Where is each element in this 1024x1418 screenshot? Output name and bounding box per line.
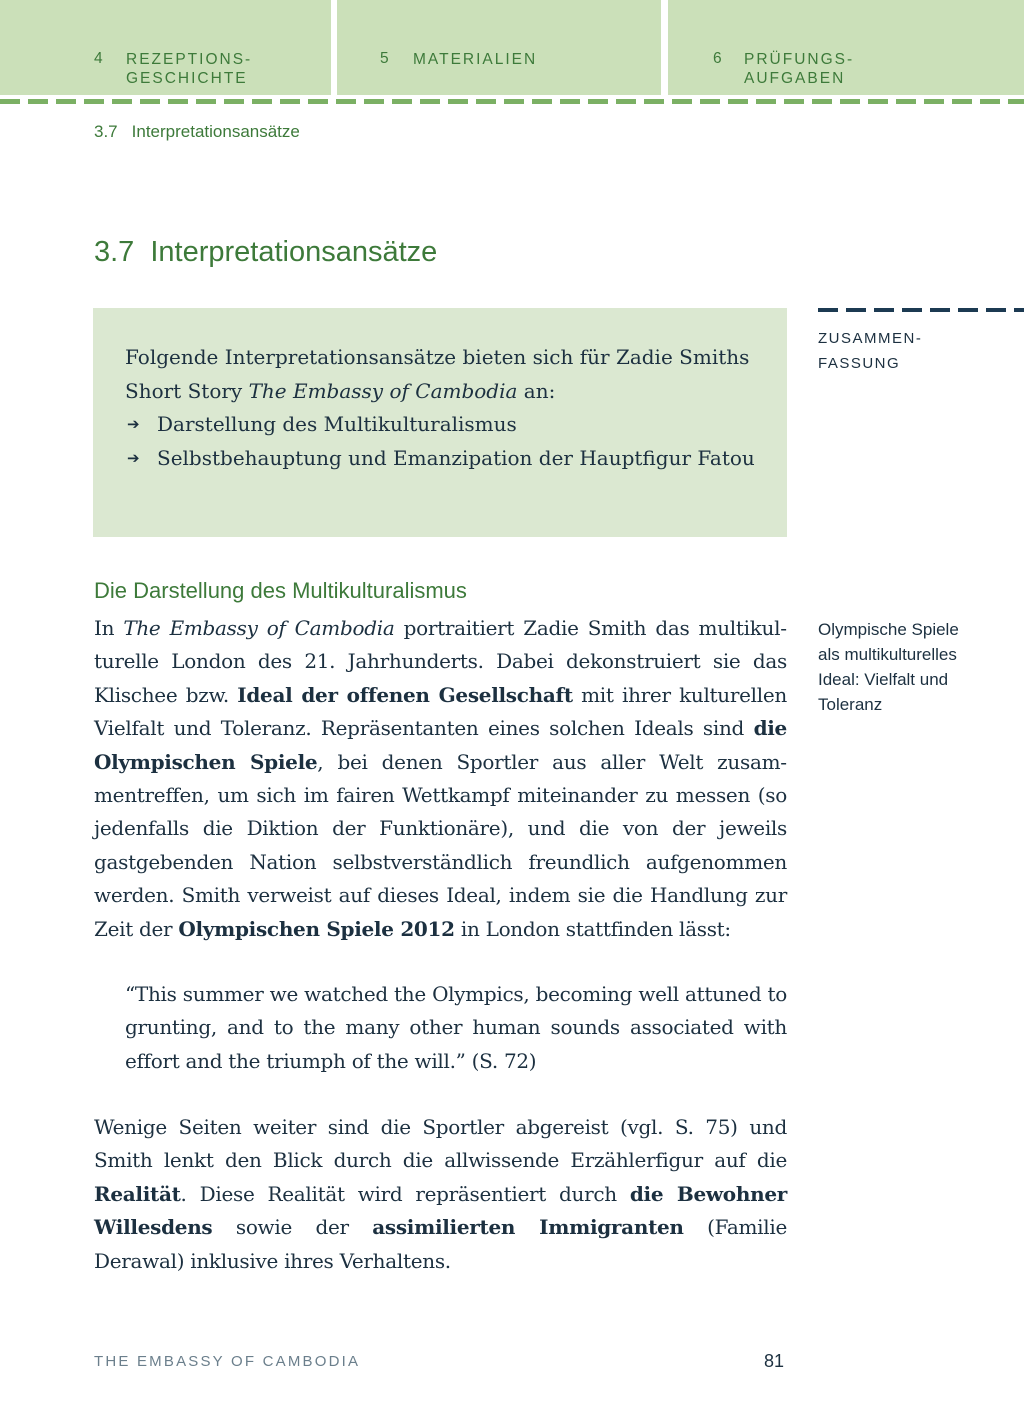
summary-bullet: ➔ Selbstbehauptung und Emanzipation der Hauptfigur Fatou: [125, 442, 757, 476]
margin-note: Olympische Spiele als multikulturelles Ideal: Vielfalt und Toleranz: [818, 620, 959, 714]
tab-materialien[interactable]: [337, 0, 661, 95]
tab-number: 4: [94, 50, 105, 67]
sidebar-dashed-divider: [818, 308, 1024, 312]
summary-box: [93, 308, 787, 537]
tab-number: 6: [713, 50, 724, 67]
section-title: Interpretationsansätze: [150, 236, 438, 268]
breadcrumb-label: Interpretationsansätze: [131, 122, 300, 141]
breadcrumb: [94, 122, 300, 142]
tab-pruefungsaufgaben[interactable]: [668, 0, 1024, 95]
tab-label: MATERIALIEN: [413, 51, 538, 68]
body-paragraph: Wenige Seiten weiter sind die Sportler abgereist (vgl. S. 75) und Smith lenkt den Blick durch die allwissende Erzählerfigur auf die Realität. Diese Realität wird repräsentiert durch die Bewohner Willesdens sowie der assimilierten Immigranten (Familie Derawal) inklusive ihres Verhaltens.: [94, 1115, 787, 1273]
page-number: 81: [764, 1351, 785, 1371]
footer-book-title: THE EMBASSY OF CAMBODIA: [94, 1353, 361, 1370]
chapter-tabs: [0, 0, 1024, 96]
header-dashed-divider: [0, 99, 1024, 104]
page-title: [94, 236, 437, 269]
section-number: 3.7: [94, 236, 135, 268]
body-paragraph: In The Embassy of Cambodia portraitiert Zadie Smith das multikulturelle London des 21. Jahrhunderts. Dabei dekonstruiert sie das Klischee bzw. Ideal der offenen Gesellschaft mit ihrer kulturellen Vielfalt und Toleranz. Repräsentanten eines solchen Ideals sind die Olympischen Spiele, bei denen Sportler aus aller Welt zusammentreffen, um sich im fairen Wettkampf miteinander zu messen (so jedenfalls die Diktion der Funktionäre), und die von der jeweils gastgebenden Nation selbstverständlich freundlich aufgenommen werden. Smith verweist auf dieses Ideal, indem sie die Handlung zur Zeit der Olympischen Spiele 2012 in London stattfinden lässt:: [94, 616, 787, 941]
tab-number: 5: [380, 50, 391, 67]
summary-bullet: ➔ Darstellung des Multikulturalismus: [125, 408, 757, 442]
tab-label: REZEPTIONS- GESCHICHTE: [126, 51, 253, 87]
sidebar-label: ZUSAMMEN- FASSUNG: [818, 330, 923, 372]
breadcrumb-number: 3.7: [94, 122, 118, 141]
block-quote: “This summer we watched the Olympics, becoming well attuned to grunting, and to the many other human sounds associated with effort and the triumph of the will.” (S. 72): [125, 982, 787, 1073]
tab-label: PRÜFUNGS- AUFGABEN: [744, 51, 855, 87]
arrow-right-icon: ➔: [127, 448, 140, 467]
tab-rezeptionsgeschichte[interactable]: [0, 0, 331, 95]
summary-intro: Folgende Interpretationsansätze bieten sich für Zadie Smiths Short Story The Embassy of Cambodia an:: [125, 345, 750, 403]
section-heading: Die Darstellung des Multikulturalismus: [94, 578, 467, 603]
arrow-right-icon: ➔: [127, 415, 140, 433]
